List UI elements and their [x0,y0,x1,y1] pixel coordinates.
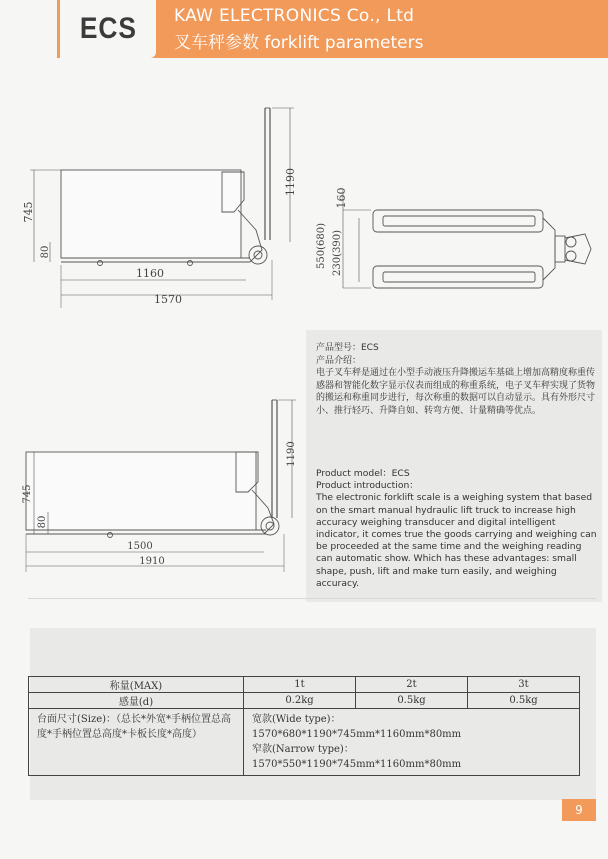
capacity-1: 1t [244,677,356,693]
table-row [29,677,580,693]
dim-745: 745 [22,201,35,223]
spec-table [28,676,580,776]
intro-en: The electronic forklift scale is a weighing system that based on the smart manual hydraulic lift truck to increase high accuracy weighing transducer and digital intelligent indicator, it comes true the goods carrying and weighing can be proceeded at the same time and the weighing reading can automatic show. Which has these advantages: small shape, push, lift and make turn easily, and weighing accuracy. [316,492,597,589]
company-name: KAW ELECTRONICS Co., Ltd [174,6,415,26]
section-divider [28,598,596,599]
page-number: 9 [562,799,596,821]
narrow-dims: 1570*550*1190*745mm*1160mm*80mm [252,759,462,770]
model-en: Product model：ECS [316,468,410,479]
dim-80-b: 80 [37,515,48,529]
wide-dims: 1570*680*1190*745mm*1160mm*80mm [252,729,462,740]
description-zh [316,342,602,417]
intro-title-zh: 产品介绍： [316,355,362,366]
wide-label: 宽款(Wide type)： [252,714,341,725]
dim-1570: 1570 [154,293,182,306]
side-view-drawing-2 [10,394,306,574]
section-title: 叉车秤参数 forklift parameters [174,33,424,53]
description-en [316,468,600,590]
dim-1910: 1910 [139,556,165,567]
dim-1500: 1500 [127,541,153,552]
load-box-2 [26,452,256,530]
top-view-drawing [305,178,603,296]
model-badge [60,0,156,58]
size-label: 台面尺寸(Size)：（总长*外宽*手柄位置总高度*手柄位置总高度*卡板长度*高度） [29,709,244,776]
table-row [29,693,580,709]
narrow-label: 窄款(Narrow type)： [252,744,354,755]
model-zh: 产品型号：ECS [316,343,379,353]
dim-1190-b: 1190 [286,441,297,467]
dim-230-390: 230(390) [332,230,343,276]
intro-title-en: Product introduction： [316,480,419,492]
division-3: 0.5kg [468,693,580,709]
capacity-2: 2t [356,677,468,693]
dim-745-b: 745 [22,484,33,504]
dim-1190: 1190 [284,168,297,196]
capacity-label: 称量(MAX) [29,677,244,693]
intro-zh: 电子叉车秤是通过在小型手动液压升降搬运车基础上增加高精度称重传感器和智能化数字显示仪表而组成的称重系统，电子叉车秤实现了货物的搬运和称重同步进行，每次称重的数据可以自动显示。具有外形尺寸小、推行轻巧、升降自如、转弯方便、计量精确等优点。 [316,368,596,416]
side-view-drawing-1 [10,100,310,312]
product-description-panel [306,330,602,602]
size-values [244,709,580,776]
model-badge-text: ECS [79,12,137,45]
division-label: 感量(d) [29,693,244,709]
dim-160: 160 [335,187,348,209]
dim-550-680: 550(680) [316,223,327,269]
load-box [61,170,241,258]
table-row [29,709,580,776]
capacity-3: 3t [468,677,580,693]
dim-1160: 1160 [136,267,164,280]
division-2: 0.5kg [356,693,468,709]
dim-80: 80 [40,245,51,259]
division-1: 0.2kg [244,693,356,709]
